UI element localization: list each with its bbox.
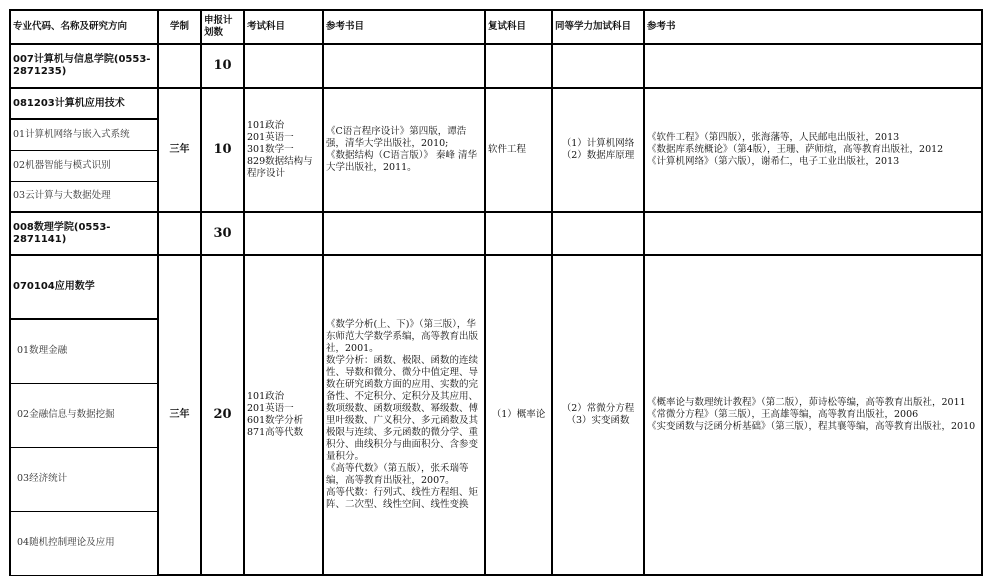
reference-books: 《C语言程序设计》第四版，谭浩强，清华大学出版社，2010; 《数据结构（C语言版）》 秦峰 清华大学出版社，2011。 — [323, 88, 485, 212]
references: 《概率论与数理统计教程》（第二版），茆诗松等编，高等教育出版社，2011 《常微分方程》（第三版），王高雄等编，高等教育出版社，2006 《实变函数与泛函分析基础》（第三版），程其襄等编，高等教育出版社，2010 — [644, 255, 982, 575]
college-row — [10, 212, 982, 255]
major-row — [10, 88, 982, 119]
header-retest: 复试科目 — [485, 10, 552, 44]
major-name: 081203计算机应用技术 — [10, 88, 158, 119]
header-refs: 参考书 — [644, 10, 982, 44]
college-row — [10, 44, 982, 88]
direction-item: 03经济统计 — [10, 447, 158, 511]
college-quota: 30 — [201, 212, 244, 255]
header-duration: 学制 — [158, 10, 201, 44]
extra-subjects: （1）计算机网络 （2）数据库原理 — [552, 88, 644, 212]
quota: 10 — [201, 88, 244, 212]
extra-subjects: （2）常微分方程 （3）实变函数 — [552, 255, 644, 575]
direction-item: 02机器智能与模式识别 — [10, 150, 158, 181]
header-extra: 同等学力加试科目 — [552, 10, 644, 44]
header-row — [10, 10, 982, 44]
reference-books: 《数学分析(上、下)》（第三版），华东师范大学数学系编，高等教育出版社，2001。 数学分析：函数、极限、函数的连续性、导数和微分、微分中值定理、导数在研究函数方面的应用、实数的完备性、不定积分、定积分及其应用、数项级数、函数项级数、幂级数、傅里叶级数、广义积分、多元函数及其极限与连续、多元函数的微分学、重积分、曲线积分与曲面积分、含参变量积分。 《高等代数》（第五版），张禾瑞等编，高等教育出版社，2007。 高等代数：行列式、线性方程组、矩阵、二次型、线性空间、线性变换 — [323, 255, 485, 575]
retest-subject: （1）概率论 — [485, 255, 552, 575]
references: 《软件工程》（第四版），张海藩等，人民邮电出版社，2013 《数据库系统概论》（第4版），王珊、萨师煊，高等教育出版社，2012 《计算机网络》（第六版），谢希仁，电子工业出版社，2013 — [644, 88, 982, 212]
exam-subjects: 101政治 201英语一 601数学分析 871高等代数 — [244, 255, 323, 575]
quota: 20 — [201, 255, 244, 575]
exam-subjects: 101政治 201英语一 301数学一 829数据结构与程序设计 — [244, 88, 323, 212]
admissions-table — [9, 9, 983, 576]
direction-item: 01计算机网络与嵌入式系统 — [10, 119, 158, 150]
header-exam: 考试科目 — [244, 10, 323, 44]
direction-item: 02金融信息与数据挖掘 — [10, 383, 158, 447]
direction-item: 01数理金融 — [10, 319, 158, 383]
direction-item: 03云计算与大数据处理 — [10, 181, 158, 212]
college-name: 008数理学院(0553-2871141) — [10, 212, 158, 255]
header-books: 参考书目 — [323, 10, 485, 44]
duration: 三年 — [158, 255, 201, 575]
duration: 三年 — [158, 88, 201, 212]
retest-subject: 软件工程 — [485, 88, 552, 212]
college-quota: 10 — [201, 44, 244, 88]
college-name: 007计算机与信息学院(0553-2871235) — [10, 44, 158, 88]
header-quota: 申报计划数 — [201, 10, 244, 44]
header-major: 专业代码、名称及研究方向 — [10, 10, 158, 44]
direction-item: 04随机控制理论及应用 — [10, 511, 158, 575]
major-name: 070104应用数学 — [10, 255, 158, 319]
major-row — [10, 255, 982, 319]
